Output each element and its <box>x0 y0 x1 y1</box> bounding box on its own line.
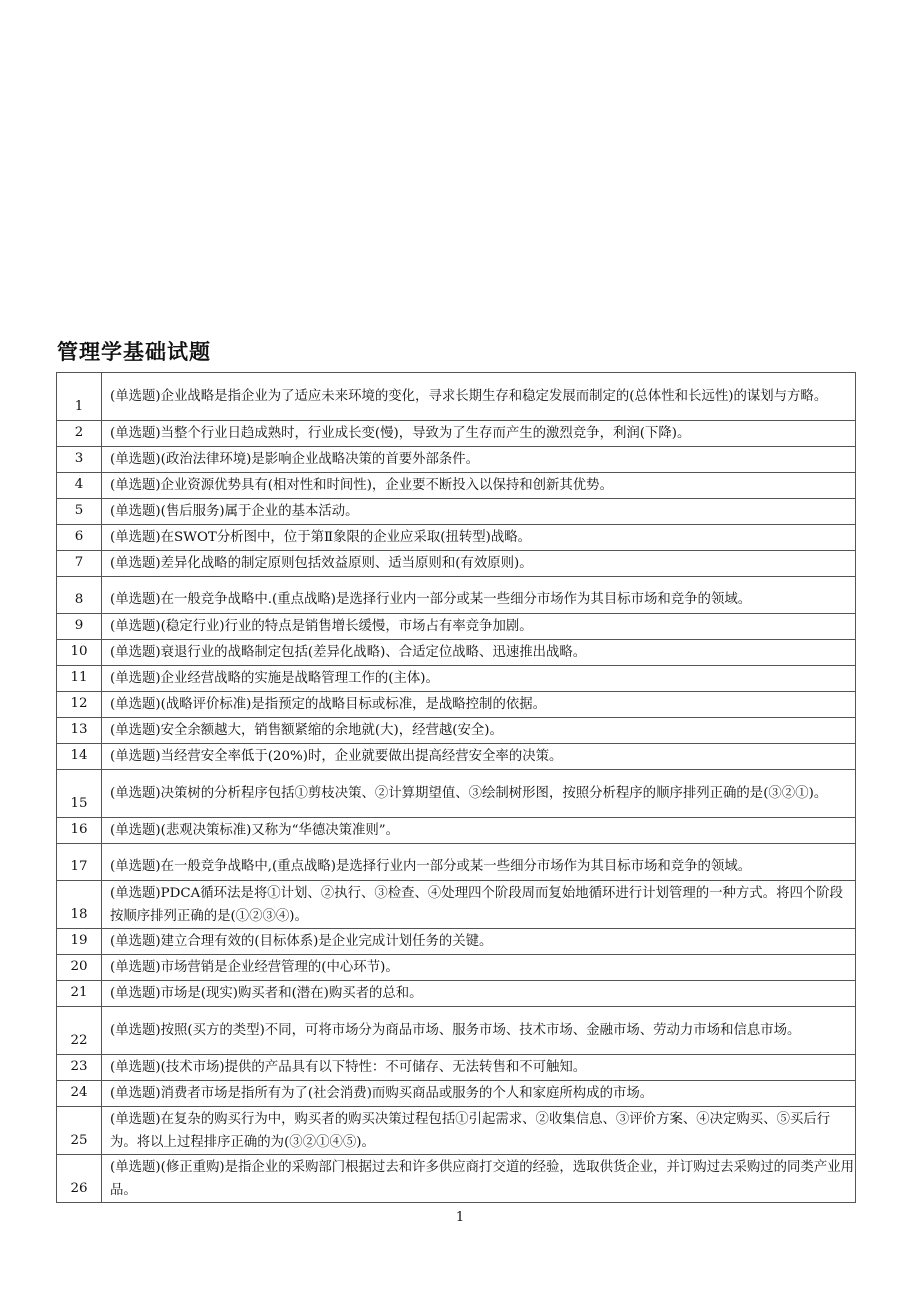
question-number: 19 <box>57 929 102 955</box>
question-row <box>57 1055 856 1081</box>
question-row <box>57 818 856 844</box>
question-row <box>57 1081 856 1107</box>
question-row <box>57 499 856 525</box>
question-text: (单选题)决策树的分析程序包括①剪枝决策、②计算期望值、③绘制树形图，按照分析程序的顺序排列正确的是(③②①)。 <box>102 770 856 818</box>
question-number: 3 <box>57 447 102 473</box>
question-text: (单选题)消费者市场是指所有为了(社会消费)而购买商品或服务的个人和家庭所构成的市场。 <box>102 1081 856 1107</box>
question-number: 15 <box>57 770 102 818</box>
question-text: (单选题)企业战略是指企业为了适应未来环境的变化，寻求长期生存和稳定发展而制定的(总体性和长远性)的谋划与方略。 <box>102 373 856 421</box>
question-text: (单选题)按照(买方的类型)不同，可将市场分为商品市场、服务市场、技术市场、金融市场、劳动力市场和信息市场。 <box>102 1007 856 1055</box>
question-number: 24 <box>57 1081 102 1107</box>
question-number: 26 <box>57 1155 102 1203</box>
question-text: (单选题)企业资源优势具有(相对性和时间性)，企业要不断投入以保持和创新其优势。 <box>102 473 856 499</box>
question-row <box>57 447 856 473</box>
question-text: (单选题)衰退行业的战略制定包括(差异化战略)、合适定位战略、迅速推出战略。 <box>102 640 856 666</box>
question-row <box>57 929 856 955</box>
question-number: 23 <box>57 1055 102 1081</box>
question-number: 11 <box>57 666 102 692</box>
question-number: 25 <box>57 1107 102 1155</box>
question-row <box>57 525 856 551</box>
question-row <box>57 770 856 818</box>
question-row <box>57 577 856 614</box>
question-row <box>57 718 856 744</box>
question-row <box>57 551 856 577</box>
question-text: (单选题)建立合理有效的(目标体系)是企业完成计划任务的关键。 <box>102 929 856 955</box>
question-row <box>57 981 856 1007</box>
question-row <box>57 1007 856 1055</box>
question-text: (单选题)企业经营战略的实施是战略管理工作的(主体)。 <box>102 666 856 692</box>
question-row <box>57 640 856 666</box>
question-number: 13 <box>57 718 102 744</box>
question-number: 14 <box>57 744 102 770</box>
question-number: 22 <box>57 1007 102 1055</box>
question-number: 9 <box>57 614 102 640</box>
question-text: (单选题)安全余额越大，销售额紧缩的余地就(大)，经营越(安全)。 <box>102 718 856 744</box>
question-row <box>57 1107 856 1155</box>
questions-table <box>56 372 856 1203</box>
question-number: 16 <box>57 818 102 844</box>
question-number: 1 <box>57 373 102 421</box>
question-row <box>57 373 856 421</box>
question-text: (单选题)在复杂的购买行为中，购买者的购买决策过程包括①引起需求、②收集信息、③评价方案、④决定购买、⑤买后行为。将以上过程排序正确的为(③②①④⑤)。 <box>102 1107 856 1155</box>
question-number: 6 <box>57 525 102 551</box>
question-number: 8 <box>57 577 102 614</box>
question-number: 7 <box>57 551 102 577</box>
question-number: 4 <box>57 473 102 499</box>
question-text: (单选题)(技术市场)提供的产品具有以下特性：不可储存、无法转售和不可触知。 <box>102 1055 856 1081</box>
question-row <box>57 844 856 881</box>
question-text: (单选题)在一般竞争战略中,(重点战略)是选择行业内一部分或某一些细分市场作为其目标市场和竞争的领域。 <box>102 844 856 881</box>
question-number: 18 <box>57 881 102 929</box>
page-number: 1 <box>455 1210 465 1225</box>
question-text: (单选题)(政治法律环境)是影响企业战略决策的首要外部条件。 <box>102 447 856 473</box>
page-title: 管理学基础试题 <box>57 340 211 364</box>
question-number: 17 <box>57 844 102 881</box>
question-text: (单选题)(售后服务)属于企业的基本活动。 <box>102 499 856 525</box>
question-row <box>57 421 856 447</box>
question-text: (单选题)(修正重购)是指企业的采购部门根据过去和许多供应商打交道的经验，选取供货企业，并订购过去采购过的同类产业用品。 <box>102 1155 856 1203</box>
question-row <box>57 881 856 929</box>
question-row <box>57 955 856 981</box>
question-row <box>57 666 856 692</box>
questions-table-body <box>57 373 856 1203</box>
question-row <box>57 692 856 718</box>
question-text: (单选题)当经营安全率低于(20%)时，企业就要做出提高经营安全率的决策。 <box>102 744 856 770</box>
question-number: 20 <box>57 955 102 981</box>
question-text: (单选题)(悲观决策标准)又称为“华德决策准则”。 <box>102 818 856 844</box>
question-number: 12 <box>57 692 102 718</box>
question-text: (单选题)PDCA循环法是将①计划、②执行、③检查、④处理四个阶段周而复始地循环进行计划管理的一种方式。将四个阶段按顺序排列正确的是(①②③④)。 <box>102 881 856 929</box>
question-number: 21 <box>57 981 102 1007</box>
question-text: (单选题)(战略评价标准)是指预定的战略目标或标准，是战略控制的依据。 <box>102 692 856 718</box>
question-row <box>57 614 856 640</box>
question-row <box>57 473 856 499</box>
question-text: (单选题)市场是(现实)购买者和(潜在)购买者的总和。 <box>102 981 856 1007</box>
question-text: (单选题)差异化战略的制定原则包括效益原则、适当原则和(有效原则)。 <box>102 551 856 577</box>
question-number: 2 <box>57 421 102 447</box>
question-text: (单选题)在一般竞争战略中.(重点战略)是选择行业内一部分或某一些细分市场作为其目标市场和竞争的领域。 <box>102 577 856 614</box>
question-text: (单选题)在SWOT分析图中，位于第Ⅱ象限的企业应采取(扭转型)战略。 <box>102 525 856 551</box>
question-number: 10 <box>57 640 102 666</box>
question-row <box>57 744 856 770</box>
question-text: (单选题)(稳定行业)行业的特点是销售增长缓慢，市场占有率竞争加剧。 <box>102 614 856 640</box>
question-number: 5 <box>57 499 102 525</box>
question-row <box>57 1155 856 1203</box>
question-text: (单选题)市场营销是企业经营管理的(中心环节)。 <box>102 955 856 981</box>
question-text: (单选题)当整个行业日趋成熟时，行业成长变(慢)，导致为了生存而产生的激烈竞争，利润(下降)。 <box>102 421 856 447</box>
